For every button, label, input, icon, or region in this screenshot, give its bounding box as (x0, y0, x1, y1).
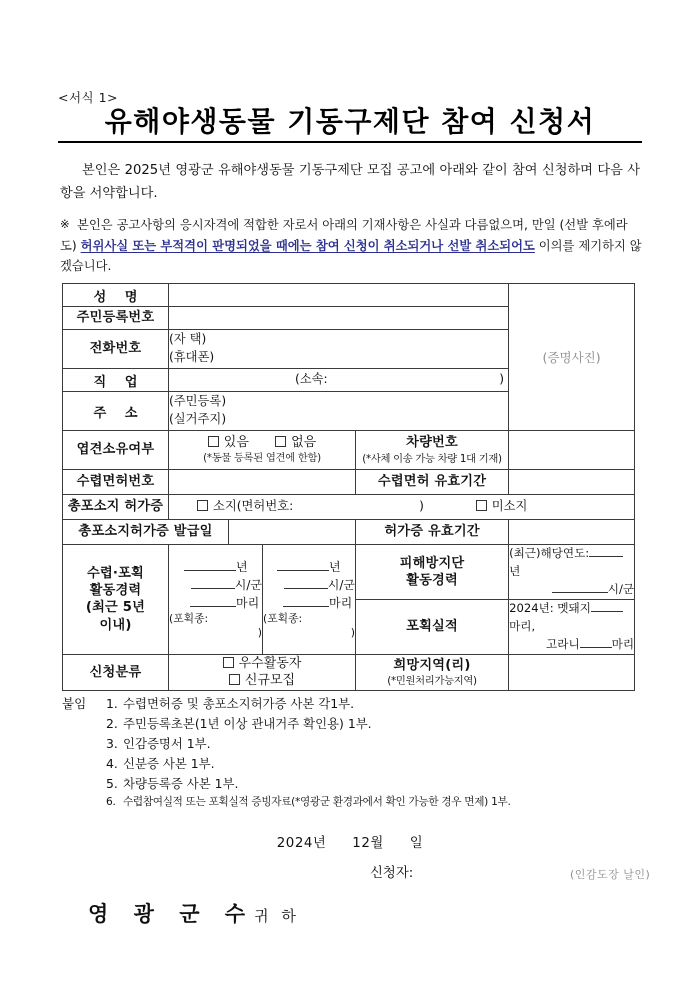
hunting-career-line3: (최근 5년 (85, 600, 146, 616)
label-hunting-license-validity: 수렵면허 유효기간 (356, 470, 509, 495)
attachment-number: 3. (106, 736, 118, 752)
label-job: 직 업 (63, 369, 169, 392)
list-item (106, 714, 662, 734)
pledge-body (60, 218, 642, 273)
wish-area-title: 희망지역(리) (393, 657, 471, 673)
asterisk-icon: ※ (60, 217, 70, 231)
hunting-career-line4: 이내) (99, 617, 132, 633)
label-wish-area (356, 654, 509, 690)
damage-career-line1: 피해방지단 (399, 555, 465, 571)
field-name[interactable] (169, 284, 509, 307)
catch-unit1: 마리, (509, 618, 536, 633)
seal-note: (인감도장 날인) (570, 868, 651, 881)
checkbox-new-recruit[interactable] (229, 672, 295, 690)
checkbox-icon[interactable] (223, 657, 234, 668)
attachments-section (62, 694, 662, 812)
attachments-list (106, 694, 662, 812)
catch-species2: 고라니 (546, 636, 580, 651)
career-species-label: (포획종: (263, 612, 303, 626)
label-hunting-dog-ownership: 엽견소유여부 (63, 431, 169, 470)
field-gun-permit-validity[interactable] (509, 520, 635, 545)
hunting-career-line2: 활동경력 (89, 583, 142, 599)
label-address: 주 소 (63, 392, 169, 431)
table-row-hunting-dog (63, 431, 635, 470)
damage-sigun-unit: 시/군 (607, 581, 635, 596)
pledge-text-part2: 이의를 제기하지 않겠습니다. (60, 238, 642, 274)
catch-unit2: 마리 (611, 636, 635, 651)
damage-year-unit: 년 (509, 563, 521, 578)
checkbox-icon[interactable] (208, 436, 219, 447)
date-day: 일 (409, 836, 424, 851)
hunting-career-line1: 수렵·포획 (87, 566, 144, 582)
addressee-honorific: 귀 하 (254, 907, 300, 925)
date-year: 2024년 (276, 836, 327, 851)
label-vehicle-number (356, 431, 509, 470)
label-gun-permit: 총포소지 허가증 (63, 495, 169, 520)
career-unit-sigun: 시/군 (327, 578, 355, 593)
career-unit-year: 년 (329, 560, 341, 575)
checkbox-icon[interactable] (197, 500, 208, 511)
checkbox-new-recruit-label: 신규모집 (244, 673, 296, 689)
pledge-paragraph (60, 215, 644, 277)
field-catch-record[interactable] (509, 599, 635, 654)
list-item (106, 774, 662, 794)
table-row-gun-permit (63, 495, 635, 520)
label-resident-registration-number: 주민등록번호 (63, 307, 169, 330)
date-month: 12월 (352, 836, 384, 851)
field-gun-permit (169, 495, 635, 520)
field-damage-prevention-career[interactable] (509, 545, 635, 600)
table-row-gun-permit-issue (63, 520, 635, 545)
gun-permit-have-close: ) (419, 499, 424, 514)
address-resident-label: (주민등록) (169, 394, 227, 409)
checkbox-excellent-activist-label: 우수활동자 (238, 655, 302, 671)
date-line (0, 832, 700, 851)
pledge-text-part1: 본인은 공고사항의 응시자격에 적합한 자로서 아래의 기재사항은 사실과 다름없으며, 만일 (선발 후에라도) (60, 218, 628, 253)
applicant-form-table (62, 283, 635, 691)
addressee-title: 영 광 군 수 (88, 902, 255, 926)
checkbox-gun-permit-have[interactable] (197, 499, 293, 513)
field-address[interactable] (169, 392, 509, 431)
career-unit-count: 마리 (236, 596, 260, 611)
wish-area-note: (*민원처리가능지역) (387, 675, 477, 687)
attachment-number: 2. (106, 716, 118, 732)
list-item (106, 734, 662, 754)
addressee-line (88, 898, 300, 928)
job-affiliation-close: ) (499, 372, 505, 387)
pledge-highlight-text: 허위사실 또는 부적격이 판명되었을 때에는 참여 신청이 취소되거나 선발 취소되어도 (80, 238, 535, 253)
damage-recent-year-label: (최근)해당연도: (509, 546, 590, 560)
label-hunting-license-number: 수렵면허번호 (63, 470, 169, 495)
attachment-text: 주민등록초본(1년 이상 관내거주 확인용) 1부. (123, 716, 372, 732)
checkbox-dog-no-label: 없음 (291, 434, 317, 450)
photo-placeholder-cell[interactable]: (증명사진) (509, 284, 635, 431)
label-catch-record: 포획실적 (356, 599, 509, 654)
intro-paragraph (60, 160, 640, 205)
attachments-heading: 붙임 (62, 696, 87, 711)
intro-text: 본인은 2025년 영광군 유해야생동물 기동구제단 모집 공고에 아래와 같이 참여 신청하며 다음 사항을 서약합니다. (60, 163, 640, 201)
table-row-hunting-license (63, 470, 635, 495)
damage-career-line2: 활동경력 (406, 572, 458, 588)
checkbox-icon[interactable] (476, 500, 487, 511)
applicant-signature-label: 신청자: (370, 866, 414, 881)
checkbox-gun-permit-have-label: 소지(면허번호: (213, 499, 294, 514)
table-row-name (63, 284, 635, 307)
vehicle-number-title: 차량번호 (406, 435, 458, 451)
attachment-number: 4. (106, 756, 118, 772)
vehicle-number-note: (*사체 이송 가능 차량 1대 기재) (362, 452, 502, 465)
list-item (106, 694, 662, 714)
catch-year-species1: 2024년: 멧돼지 (509, 600, 591, 615)
form-number-marker: <서식 1> (58, 90, 119, 105)
field-hunting-license-validity[interactable] (509, 470, 635, 495)
checkbox-gun-permit-none-label: 미소지 (491, 499, 528, 514)
phone-mobile-label: (휴대폰) (169, 350, 215, 364)
attachment-text: 인감증명서 1부. (123, 736, 211, 752)
checkbox-dog-yes-label: 있음 (223, 434, 249, 450)
list-item (106, 754, 662, 774)
attachment-text: 수렵면허증 및 총포소지허가증 사본 각1부. (123, 696, 355, 711)
attachment-number: 6. (106, 796, 116, 809)
label-hunting-career (63, 545, 169, 655)
field-hunting-license-number[interactable] (169, 470, 356, 495)
checkbox-dog-no[interactable] (275, 434, 316, 452)
field-resident-registration-number[interactable] (169, 307, 509, 330)
attachment-text: 수렵참여실적 또는 포획실적 증빙자료(*영광군 환경과에서 확인 가능한 경우 면제) 1부. (123, 796, 511, 809)
table-row-application-type (63, 654, 635, 690)
field-hunting-dog-ownership (169, 431, 356, 470)
field-phone[interactable] (169, 330, 509, 369)
career-unit-count: 마리 (329, 596, 353, 611)
field-application-type (169, 654, 356, 690)
hunting-dog-note: (*동물 등록된 엽견에 한함) (203, 452, 321, 465)
label-damage-prevention-career (356, 545, 509, 600)
label-gun-permit-issue-date: 총포소지허가증 발급일 (63, 520, 229, 545)
career-species-label: (포획종: (169, 612, 209, 626)
field-hunting-career-entry-1[interactable] (169, 545, 263, 655)
career-species-close: ) (257, 626, 262, 640)
field-hunting-career-entry-2[interactable] (263, 545, 356, 655)
checkbox-excellent-activist[interactable] (223, 655, 302, 673)
field-job[interactable] (169, 369, 509, 392)
phone-home-label: (자 택) (169, 332, 207, 347)
checkbox-gun-permit-none[interactable] (476, 499, 528, 513)
list-item (106, 794, 662, 811)
checkbox-dog-yes[interactable] (208, 434, 249, 452)
attachment-number: 5. (106, 776, 118, 792)
field-vehicle-number[interactable] (509, 431, 635, 470)
attachment-number: 1. (106, 696, 118, 711)
attachment-text: 차량등록증 사본 1부. (123, 776, 239, 792)
field-gun-permit-issue-date[interactable] (229, 520, 356, 545)
label-phone: 전화번호 (63, 330, 169, 369)
job-affiliation-label: (소속: (295, 372, 328, 387)
career-species-close: ) (350, 626, 355, 640)
label-gun-permit-validity: 허가증 유효기간 (356, 520, 509, 545)
address-actual-label: (실거주지) (169, 412, 227, 426)
label-name: 성 명 (63, 284, 169, 307)
label-application-type: 신청분류 (63, 654, 169, 690)
career-unit-year: 년 (236, 560, 248, 575)
career-unit-sigun: 시/군 (234, 578, 262, 593)
checkbox-icon[interactable] (229, 674, 240, 685)
attachment-text: 신분증 사본 1부. (123, 756, 215, 772)
field-wish-area[interactable] (509, 654, 635, 690)
checkbox-icon[interactable] (275, 436, 286, 447)
page-title: 유해야생동물 기동구제단 참여 신청서 (58, 106, 642, 143)
table-row-hunting-career (63, 545, 635, 600)
